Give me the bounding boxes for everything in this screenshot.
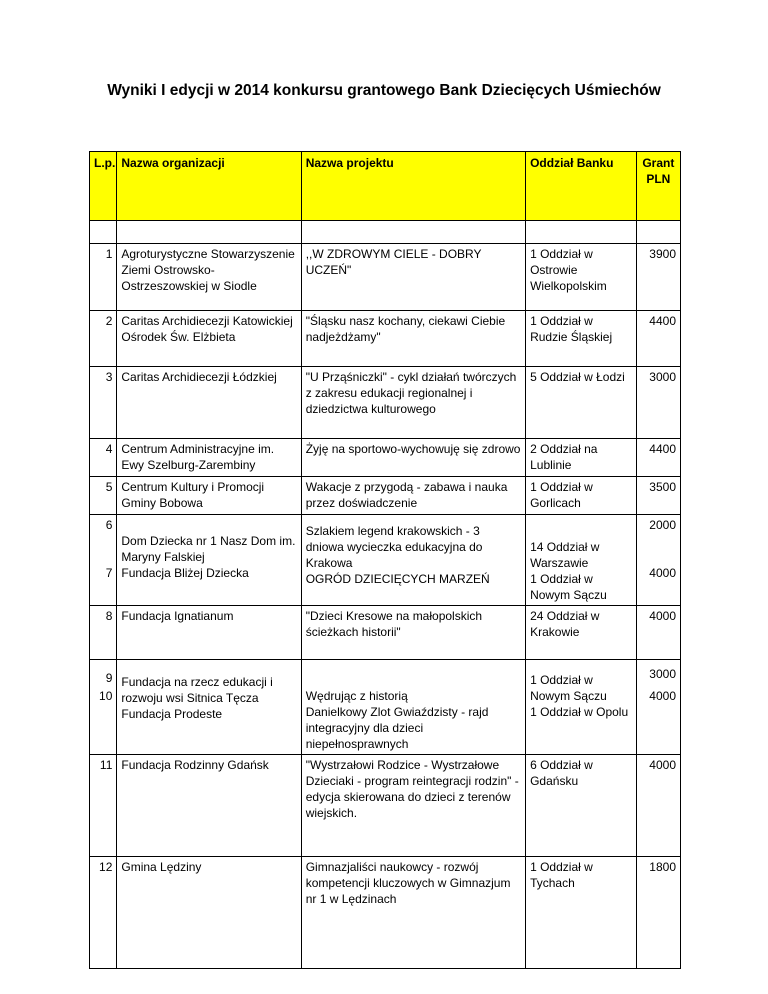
- row-project: "Wystrzałowi Rodzice - Wystrzałowe Dzieciaki - program reintegracji rodzin" - edycja skierowana do dzieci z terenów wiejskich.: [301, 755, 525, 857]
- row-grant: 4000: [636, 755, 680, 857]
- row-lp-a: 6: [105, 518, 113, 532]
- row-branch-a: 1 Oddział w Nowym Sączu: [530, 673, 607, 703]
- row-grant-b: 4000: [649, 689, 676, 703]
- row-lp-a: 9: [105, 671, 113, 685]
- row-grant: [636, 515, 680, 606]
- row-project: Gimnazjaliści naukowcy - rozwój kompetencji kluczowych w Gimnazjum nr 1 w Lędzinach: [301, 857, 525, 969]
- row-project-a: Wędrując z historią: [305, 689, 408, 703]
- table-spacer-row: [90, 221, 681, 244]
- row-lp-b: 10: [99, 689, 113, 703]
- row-branch: [526, 660, 637, 755]
- row-project-b: OGRÓD DZIECIĘCYCH MARZEŃ: [305, 572, 490, 586]
- row-lp: [90, 515, 117, 606]
- row-lp: 1: [90, 244, 117, 311]
- row-project: "U Prząśniczki" - cykl działań twórczych z zakresu edukacji regionalnej i dziedzictwa kulturowego: [301, 367, 525, 439]
- header-lp: L.p.: [90, 152, 117, 221]
- table-row: [90, 367, 681, 439]
- row-project: ,,W ZDROWYM CIELE - DOBRY UCZEŃ": [301, 244, 525, 311]
- table-row: [90, 755, 681, 857]
- row-grant: 3500: [636, 477, 680, 515]
- row-project: [301, 515, 525, 606]
- table-row-merged: [90, 660, 681, 755]
- row-organization: Gmina Lędziny: [117, 857, 301, 969]
- row-project: Żyję na sportowo-wychowuję się zdrowo: [301, 439, 525, 477]
- table-row: [90, 857, 681, 969]
- row-branch: 1 Oddział w Tychach: [526, 857, 637, 969]
- grants-table: [89, 151, 681, 969]
- document-title: Wyniki I edycji w 2014 konkursu grantowego Bank Dziecięcych Uśmiechów: [107, 82, 661, 99]
- row-organization: Caritas Archidiecezji Katowickiej Ośrodek Św. Elżbieta: [117, 311, 301, 367]
- table-row: [90, 477, 681, 515]
- row-branch-b: 1 Oddział w Nowym Sączu: [530, 572, 607, 602]
- row-branch-b: 1 Oddział w Opolu: [530, 705, 629, 719]
- row-project: "Dzieci Kresowe na małopolskich ścieżkach historii": [301, 606, 525, 660]
- row-lp-b: 7: [105, 566, 113, 580]
- row-project-b: Danielkowy Zlot Gwiaździsty - rajd integracyjny dla dzieci niepełnosprawnych: [305, 705, 489, 751]
- row-grant: [636, 660, 680, 755]
- table-row: [90, 439, 681, 477]
- row-organization: Centrum Kultury i Promocji Gminy Bobowa: [117, 477, 301, 515]
- row-grant-a: 3000: [649, 667, 676, 681]
- row-organization: Fundacja Ignatianum: [117, 606, 301, 660]
- row-project: "Śląsku nasz kochany, ciekawi Ciebie nadjeżdżamy": [301, 311, 525, 367]
- row-lp: 11: [90, 755, 117, 857]
- row-branch: 1 Oddział w Gorlicach: [526, 477, 637, 515]
- row-lp: 5: [90, 477, 117, 515]
- row-grant: 4000: [636, 606, 680, 660]
- row-grant-a: 2000: [649, 518, 676, 532]
- header-grant: Grant PLN: [636, 152, 680, 221]
- row-branch: 1 Oddział w Rudzie Śląskiej: [526, 311, 637, 367]
- row-project: Wakacje z przygodą - zabawa i nauka przez doświadczenie: [301, 477, 525, 515]
- row-project: [301, 660, 525, 755]
- row-branch: [526, 515, 637, 606]
- table-row: [90, 311, 681, 367]
- row-branch: 2 Oddział na Lublinie: [526, 439, 637, 477]
- row-lp: 12: [90, 857, 117, 969]
- row-organization-a: Dom Dziecka nr 1 Nasz Dom im. Maryny Falskiej: [121, 534, 296, 564]
- row-organization: [117, 660, 301, 755]
- row-organization-b: Fundacja Prodeste: [121, 707, 223, 721]
- table-header-row: [90, 152, 681, 221]
- row-grant: 3000: [636, 367, 680, 439]
- row-organization-a: Fundacja na rzecz edukacji i rozwoju wsi Sitnica Tęcza: [121, 675, 273, 705]
- table-row-merged: [90, 515, 681, 606]
- row-organization: Fundacja Rodzinny Gdańsk: [117, 755, 301, 857]
- row-organization: [117, 515, 301, 606]
- row-lp: 3: [90, 367, 117, 439]
- row-lp: [90, 660, 117, 755]
- header-organization: Nazwa organizacji: [117, 152, 301, 221]
- row-lp: 2: [90, 311, 117, 367]
- header-project: Nazwa projektu: [301, 152, 525, 221]
- row-organization: Centrum Administracyjne im. Ewy Szelburg-Zarembiny: [117, 439, 301, 477]
- row-organization: Caritas Archidiecezji Łódzkiej: [117, 367, 301, 439]
- row-grant: 4400: [636, 439, 680, 477]
- row-branch: 6 Oddział w Gdańsku: [526, 755, 637, 857]
- row-grant: 4400: [636, 311, 680, 367]
- table-row: [90, 244, 681, 311]
- row-grant-b: 4000: [649, 566, 676, 580]
- row-branch: 1 Oddział w Ostrowie Wielkopolskim: [526, 244, 637, 311]
- row-grant: 3900: [636, 244, 680, 311]
- table-row: [90, 606, 681, 660]
- row-branch-a: 14 Oddział w Warszawie: [530, 540, 600, 570]
- row-lp: 8: [90, 606, 117, 660]
- row-project-a: Szlakiem legend krakowskich - 3 dniowa wycieczka edukacyjna do Krakowa: [305, 524, 483, 570]
- row-organization-b: Fundacja Bliżej Dziecka: [121, 566, 249, 580]
- row-lp: 4: [90, 439, 117, 477]
- row-grant: 1800: [636, 857, 680, 969]
- header-branch: Oddział Banku: [526, 152, 637, 221]
- row-organization: Agroturystyczne Stowarzyszenie Ziemi Ostrowsko-Ostrzeszowskiej w Siodle: [117, 244, 301, 311]
- row-branch: 24 Oddział w Krakowie: [526, 606, 637, 660]
- row-branch: 5 Oddział w Łodzi: [526, 367, 637, 439]
